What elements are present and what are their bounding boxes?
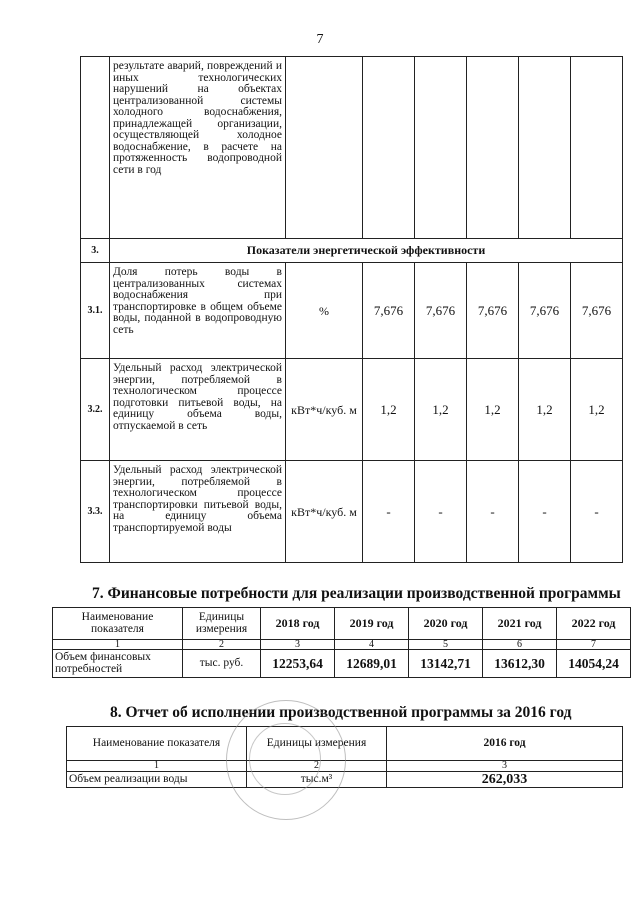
column-header: 2018 год bbox=[261, 608, 335, 640]
table-row: 3.3. Удельный расход электрической энергии, потребляемой в технологическом процессе транспортировки питьевой воды, на единицу объема транспортируемой воды кВт*ч/куб. м - - - - - bbox=[81, 461, 623, 563]
column-header: 2021 год bbox=[483, 608, 557, 640]
column-header: 2022 год bbox=[557, 608, 631, 640]
table-row: Объем реализации воды тыс.м³ 262,033 bbox=[67, 772, 623, 788]
indicator-description: Удельный расход электрической энергии, потребляемой в технологическом процессе подготовки питьевой воды, на единицу объема воды, отпускаемой в сеть bbox=[110, 359, 286, 461]
column-header: 2020 год bbox=[409, 608, 483, 640]
column-header: Наименование показателя bbox=[53, 608, 183, 640]
indicator-unit: кВт*ч/куб. м bbox=[286, 461, 363, 563]
table-row: 3.1. Доля потерь воды в централизованных системах водоснабжения при транспортировке в общем объеме воды, поданной в водопроводную сеть % 7,676 7,676 7,676 7,676 7,676 bbox=[81, 263, 623, 359]
indicator-description: Доля потерь воды в централизованных системах водоснабжения при транспортировке в общем объеме воды, поданной в водопроводную сеть bbox=[110, 263, 286, 359]
page-number: 7 bbox=[316, 32, 324, 47]
indicators-table bbox=[80, 56, 623, 563]
column-header: 2019 год bbox=[335, 608, 409, 640]
continuation-text: результате аварий, повреждений и иных технологических нарушений на объектах централизованной системы холодного водоснабжения, принадлежащей организации, осуществляющей холодное водоснабжение, в расчете на протяженность водопроводной сети в год bbox=[110, 57, 286, 239]
column-header: Единицы измерения bbox=[183, 608, 261, 640]
table-row: Объем финансовых потребностей тыс. руб. 12253,64 12689,01 13142,71 13612,30 14054,24 bbox=[53, 650, 631, 678]
column-header: Единицы измерения bbox=[247, 727, 387, 761]
table-row bbox=[81, 57, 623, 239]
column-header: 2016 год bbox=[387, 727, 623, 761]
section8-heading: 8. Отчет об исполнении производственной программы за 2016 год bbox=[110, 704, 572, 721]
column-header: Наименование показателя bbox=[67, 727, 247, 761]
stamp-seal bbox=[226, 700, 346, 820]
index-row: 1 2 3 4 5 6 7 bbox=[53, 640, 631, 650]
financial-needs-table bbox=[52, 607, 631, 678]
table-row: 3.2. Удельный расход электрической энергии, потребляемой в технологическом процессе подготовки питьевой воды, на единицу объема воды, отпускаемой в сеть кВт*ч/куб. м 1,2 1,2 1,2 1,2 1,2 bbox=[81, 359, 623, 461]
section-title: Показатели энергетической эффективности bbox=[110, 239, 623, 263]
section-number: 3. bbox=[81, 239, 110, 263]
section7-heading: 7. Финансовые потребности для реализации производственной программы bbox=[92, 585, 621, 602]
indicator-description: Удельный расход электрической энергии, потребляемой в технологическом процессе транспортировки питьевой воды, на единицу объема транспортируемой воды bbox=[110, 461, 286, 563]
indicator-unit: кВт*ч/куб. м bbox=[286, 359, 363, 461]
indicator-unit: % bbox=[286, 263, 363, 359]
section-row bbox=[81, 239, 623, 263]
header-row bbox=[53, 608, 631, 640]
index-row: 1 2 3 bbox=[67, 761, 623, 772]
